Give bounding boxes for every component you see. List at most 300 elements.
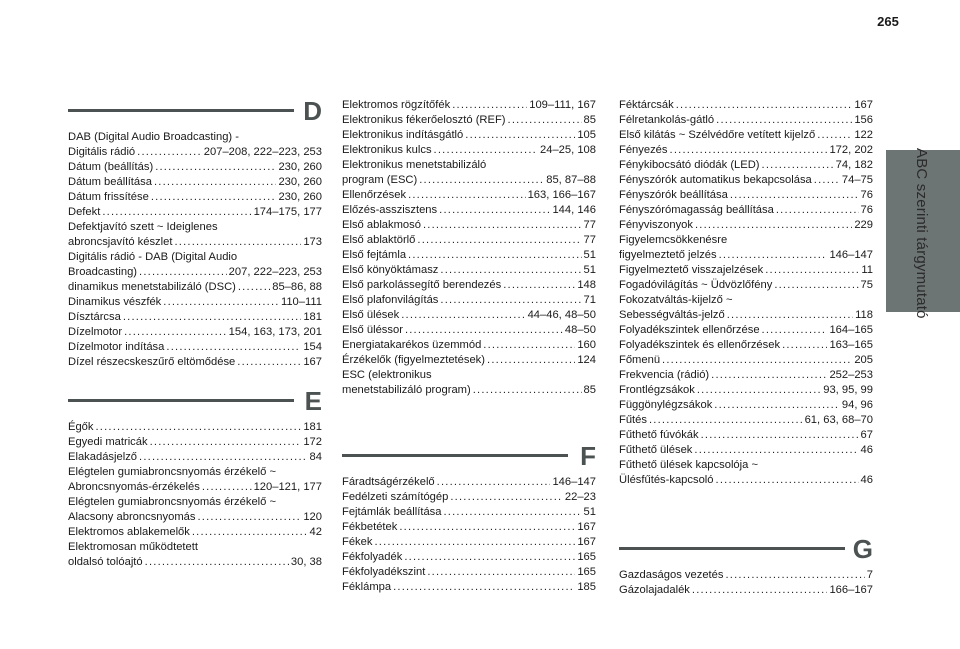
index-entry-pages: 144, 146 (552, 204, 596, 216)
index-entry-term: dinamikus menetstabilizáló (DSC) (68, 281, 236, 293)
index-entry (619, 173, 873, 188)
index-entry (68, 310, 322, 325)
index-entry-term: Elektromos ablakemelők (68, 526, 190, 538)
index-entry-pages: 146–147 (829, 249, 873, 261)
index-entry (619, 113, 873, 128)
dot-leader (202, 480, 252, 495)
index-entry-pages: 118 (855, 309, 873, 321)
dot-leader (694, 443, 858, 458)
index-entry-pages: 163–165 (829, 339, 873, 351)
index-entry (342, 293, 596, 308)
dot-leader (487, 353, 575, 368)
index-entry (342, 188, 596, 203)
index-entry-term: Elektromosan működtetett (68, 541, 198, 553)
index-entry-pages: 24–25, 108 (540, 144, 596, 156)
index-entry-pages: 51 (583, 249, 596, 261)
index-entry-term: Fékbetétek (342, 521, 398, 533)
index-entry (619, 233, 873, 248)
dot-leader (437, 475, 551, 490)
index-entry-list (68, 420, 322, 570)
index-entry-pages: 165 (577, 551, 596, 563)
dot-leader (776, 203, 859, 218)
index-entry (619, 368, 873, 383)
dot-leader (719, 248, 828, 263)
index-entry (619, 308, 873, 323)
dot-leader (725, 568, 864, 583)
index-entry-term: Digitális rádió (68, 146, 136, 158)
index-entry (68, 465, 322, 480)
dot-leader (123, 310, 301, 325)
index-entry (342, 113, 596, 128)
index-entry (342, 368, 596, 383)
index-entry (342, 520, 596, 535)
index-entry-pages: 154 (303, 341, 322, 353)
index-entry-pages: 163, 166–167 (527, 189, 596, 201)
index-entry-term: Broadcasting) (68, 266, 138, 278)
index-entry-term: oldalsó tolóajtó (68, 556, 143, 568)
index-entry-term: Frontlégzsákok (619, 384, 695, 396)
index-entry-term: menetstabilizáló program) (342, 384, 471, 396)
dot-leader (676, 98, 853, 113)
dot-leader (155, 160, 276, 175)
index-entry-term: figyelmeztető jelzés (619, 249, 717, 261)
index-entry (342, 173, 596, 188)
index-entry-term: Előzés-asszisztens (342, 204, 438, 216)
index-entry-pages: 172, 202 (829, 144, 873, 156)
index-entry-term: Első ülések (342, 309, 400, 321)
index-entry-pages: 181 (303, 311, 322, 323)
dot-leader (440, 293, 581, 308)
index-entry-term: Figyelmeztető visszajelzések (619, 264, 764, 276)
index-entry-term: Fáradtságérzékelő (342, 476, 435, 488)
dot-leader (374, 535, 575, 550)
index-entry (68, 510, 322, 525)
index-entry-list (619, 568, 873, 598)
index-entry (619, 263, 873, 278)
index-entry-term: Fényviszonyok (619, 219, 693, 231)
index-entry-term: Dinamikus vészfék (68, 296, 162, 308)
index-entry-pages: 173 (303, 236, 322, 248)
dot-leader (727, 308, 853, 323)
index-entry (619, 443, 873, 458)
index-entry-term: Első fejtámla (342, 249, 407, 261)
index-entry-pages: 124 (577, 354, 596, 366)
index-entry (68, 525, 322, 540)
section-header-f (342, 441, 596, 475)
dot-leader (782, 338, 827, 353)
dot-leader (174, 235, 301, 250)
index-entry (619, 583, 873, 598)
index-entry-term: Elektronikus indításgátló (342, 129, 464, 141)
index-entry-term: Fejtámlák beállítása (342, 506, 442, 518)
section-header-e (68, 386, 322, 420)
dot-leader (139, 265, 227, 280)
index-entry-pages: 146–147 (552, 476, 596, 488)
index-entry-term: Fékfolyadékszint (342, 566, 426, 578)
section-rule (68, 109, 294, 112)
dot-leader (649, 413, 803, 428)
dot-leader (503, 278, 575, 293)
index-entry-term: Érzékelők (figyelmeztetések) (342, 354, 486, 366)
index-entry (68, 555, 322, 570)
index-entry-pages: 77 (583, 234, 596, 246)
index-entry-pages: 167 (303, 356, 322, 368)
index-entry (68, 295, 322, 310)
dot-leader (151, 190, 277, 205)
index-entry (68, 145, 322, 160)
index-entry-term: Fokozatváltás-kijelző ~ (619, 294, 733, 306)
index-entry-pages: 154, 163, 173, 201 (228, 326, 322, 338)
index-entry-pages: 51 (583, 506, 596, 518)
index-entry (68, 130, 322, 145)
index-entry-list (619, 98, 873, 488)
index-entry-pages: 172 (303, 436, 322, 448)
index-entry (342, 475, 596, 490)
index-entry (342, 233, 596, 248)
dot-leader (96, 420, 302, 435)
dot-leader (670, 143, 828, 158)
index-entry-pages: 122 (854, 129, 873, 141)
dot-leader (102, 205, 251, 220)
index-entry-term: Első könyöktámasz (342, 264, 439, 276)
index-entry-term: Első ablakmosó (342, 219, 421, 231)
index-entry (619, 413, 873, 428)
index-entry-pages: 75 (860, 279, 873, 291)
dot-leader (465, 128, 575, 143)
index-entry-term: Fedélzeti számítógép (342, 491, 449, 503)
index-entry (342, 248, 596, 263)
index-entry (619, 398, 873, 413)
index-entry (68, 355, 322, 370)
index-entry-pages: 230, 260 (278, 176, 322, 188)
index-entry-pages: 167 (577, 536, 596, 548)
index-entry-pages: 167 (577, 521, 596, 533)
index-entry-pages: 160 (577, 339, 596, 351)
index-entry (342, 338, 596, 353)
dot-leader (192, 525, 308, 540)
index-entry (68, 280, 322, 295)
index-entry (619, 568, 873, 583)
dot-leader (139, 450, 308, 465)
index-entry (68, 540, 322, 555)
index-entry (68, 435, 322, 450)
index-entry-term: Elektromos rögzítőfék (342, 99, 451, 111)
dot-leader (417, 233, 581, 248)
dot-leader (695, 218, 852, 233)
index-entry-pages: 230, 260 (278, 161, 322, 173)
dot-leader (137, 145, 202, 160)
index-entry (619, 248, 873, 263)
index-entry-pages: 46 (860, 474, 873, 486)
index-entry-pages: 120 (303, 511, 322, 523)
dot-leader (423, 218, 582, 233)
dot-leader (399, 520, 575, 535)
dot-leader (440, 263, 581, 278)
dot-leader (701, 428, 859, 443)
index-entry (619, 428, 873, 443)
index-entry-term: Folyadékszintek ellenőrzése (619, 324, 760, 336)
index-entry-pages: 42 (309, 526, 322, 538)
dot-leader (237, 355, 301, 370)
index-entry (619, 353, 873, 368)
section-letter: E (304, 386, 322, 416)
index-entry-pages: 166–167 (829, 584, 873, 596)
section-letter: F (580, 441, 596, 471)
index-entry-pages: 94, 96 (841, 399, 873, 411)
dot-leader (145, 555, 289, 570)
dot-leader (473, 383, 582, 398)
side-tab-label: ABC szerinti tárgymutató (913, 147, 930, 319)
index-entry-pages: 22–23 (564, 491, 596, 503)
dot-leader (762, 323, 828, 338)
index-entry-term: Fékfolyadék (342, 551, 403, 563)
index-entry-pages: 11 (861, 264, 873, 276)
index-entry-pages: 165 (577, 566, 596, 578)
index-entry-term: Első ablaktörlő (342, 234, 416, 246)
index-entry (342, 203, 596, 218)
dot-leader (197, 510, 301, 525)
dot-leader (774, 278, 858, 293)
index-entry-term: Figyelemcsökkenésre (619, 234, 728, 246)
dot-leader (817, 128, 852, 143)
index-entry-term: Elégtelen gumiabroncsnyomás érzékelő ~ (68, 496, 277, 508)
index-entry-term: Függönylégzsákok (619, 399, 713, 411)
index-entry-pages: 7 (866, 569, 873, 581)
index-entry-term: Fényszórómagasság beállítása (619, 204, 774, 216)
index-entry (68, 450, 322, 465)
index-entry (619, 158, 873, 173)
dot-leader (483, 338, 575, 353)
index-entry-list (342, 98, 596, 398)
index-entry (619, 218, 873, 233)
index-entry (342, 158, 596, 173)
index-entry-term: Dátum (beállítás) (68, 161, 154, 173)
index-entry-term: Dátum beállítása (68, 176, 152, 188)
dot-leader (408, 188, 526, 203)
index-entry-term: Elektronikus kulcs (342, 144, 432, 156)
index-entry-pages: 252–253 (829, 369, 873, 381)
index-entry-pages: 85 (583, 114, 596, 126)
index-entry-term: Dízelmotor indítása (68, 341, 165, 353)
index-entry (68, 250, 322, 265)
index-entry (619, 293, 873, 308)
index-entry-term: Féktárcsák (619, 99, 674, 111)
index-entry (342, 383, 596, 398)
index-entry-term: Abroncsnyomás-érzékelés (68, 481, 200, 493)
section-rule (68, 399, 294, 402)
dot-leader (419, 173, 544, 188)
dot-leader (697, 383, 821, 398)
dot-leader (404, 550, 575, 565)
index-entry-term: Első parkolássegítő berendezés (342, 279, 502, 291)
section-header-g (619, 534, 873, 568)
dot-leader (166, 340, 301, 355)
index-entry-pages: 74–75 (841, 174, 873, 186)
index-entry (342, 535, 596, 550)
index-entry-term: Első üléssor (342, 324, 403, 336)
index-entry-term: Dízelmotor (68, 326, 123, 338)
dot-leader (150, 435, 302, 450)
index-entry (68, 220, 322, 235)
index-entry-pages: 105 (577, 129, 596, 141)
dot-leader (154, 175, 276, 190)
index-entry-term: Főmenü (619, 354, 661, 366)
index-entry-term: Fűtés (619, 414, 647, 426)
dot-leader (444, 505, 582, 520)
index-entry-term: Elektronikus menetstabilizáló (342, 159, 487, 171)
dot-leader (238, 280, 270, 295)
index-entry (342, 550, 596, 565)
index-entry (342, 278, 596, 293)
index-entry-term: Fénykibocsátó diódák (LED) (619, 159, 760, 171)
index-entry (68, 420, 322, 435)
index-entry (68, 340, 322, 355)
index-entry (68, 325, 322, 340)
index-entry (68, 495, 322, 510)
index-entry (68, 265, 322, 280)
index-entry-term: Fényszórók beállítása (619, 189, 728, 201)
index-entry (342, 323, 596, 338)
index-entry (619, 143, 873, 158)
index-entry-pages: 77 (583, 219, 596, 231)
index-entry-pages: 51 (583, 264, 596, 276)
index-entry-term: Égők (68, 421, 94, 433)
index-entry (342, 98, 596, 113)
index-entry (342, 263, 596, 278)
dot-leader (714, 398, 840, 413)
index-entry (619, 188, 873, 203)
dot-leader (450, 490, 563, 505)
index-entry-pages: 44–46, 48–50 (527, 309, 596, 321)
index-entry-term: Gázolajadalék (619, 584, 690, 596)
index-entry-term: Sebességváltás-jelző (619, 309, 725, 321)
index-entry (68, 160, 322, 175)
index-entry-term: Defekt (68, 206, 101, 218)
index-entry-term: Alacsony abroncsnyomás (68, 511, 196, 523)
dot-leader (439, 203, 550, 218)
index-entry-term: Elakadásjelző (68, 451, 138, 463)
index-entry-pages: 67 (860, 429, 873, 441)
index-entry (68, 190, 322, 205)
index-entry-term: Defektjavító szett ~ Ideiglenes (68, 221, 218, 233)
index-entry-term: Első plafonvilágítás (342, 294, 439, 306)
dot-leader (124, 325, 227, 340)
index-entry-term: Fűthető fúvókák (619, 429, 699, 441)
dot-leader (716, 113, 852, 128)
index-entry-term: Fényezés (619, 144, 668, 156)
index-entry-pages: 76 (860, 189, 873, 201)
index-entry (619, 338, 873, 353)
index-entry-term: DAB (Digital Audio Broadcasting) - (68, 131, 239, 143)
index-entry (619, 458, 873, 473)
section-header-d (68, 96, 322, 130)
index-entry (68, 175, 322, 190)
index-entry-pages: 230, 260 (278, 191, 322, 203)
index-entry-pages: 164–165 (829, 324, 873, 336)
index-entry (342, 308, 596, 323)
dot-leader (163, 295, 279, 310)
page-number: 265 (877, 14, 899, 29)
index-entry-pages: 156 (854, 114, 873, 126)
index-entry-term: Digitális rádió - DAB (Digital Audio (68, 251, 238, 263)
index-entry-term: abroncsjavító készlet (68, 236, 173, 248)
index-entry-term: Fékek (342, 536, 373, 548)
dot-leader (405, 323, 563, 338)
index-entry (68, 235, 322, 250)
index-entry (342, 353, 596, 368)
index-entry-term: Egyedi matricák (68, 436, 148, 448)
index-entry (619, 203, 873, 218)
index-entry-term: Gazdaságos vezetés (619, 569, 724, 581)
index-entry-term: Energiatakarékos üzemmód (342, 339, 482, 351)
dot-leader (408, 248, 582, 263)
dot-leader (716, 473, 859, 488)
index-entry-pages: 205 (854, 354, 873, 366)
index-entry (619, 98, 873, 113)
index-entry-pages: 61, 63, 68–70 (804, 414, 873, 426)
index-entry-list (68, 130, 322, 370)
index-entry (342, 565, 596, 580)
index-entry-list (342, 475, 596, 595)
index-entry-pages: 71 (583, 294, 596, 306)
index-entry-pages: 85 (583, 384, 596, 396)
index-entry-pages: 74, 182 (835, 159, 873, 171)
index-entry-pages: 148 (577, 279, 596, 291)
index-entry-term: Első kilátás ~ Szélvédőre vetített kijelző (619, 129, 816, 141)
index-entry-term: Fogadóvilágítás ~ Üdvözlőfény (619, 279, 773, 291)
index-entry (619, 383, 873, 398)
index-entry (619, 323, 873, 338)
index-entry (68, 480, 322, 495)
index-entry-pages: 207–208, 222–223, 253 (203, 146, 322, 158)
dot-leader (393, 580, 575, 595)
index-entry-pages: 120–121, 177 (253, 481, 322, 493)
index-entry-term: Fűthető ülések (619, 444, 693, 456)
section-rule (342, 454, 568, 457)
index-entry (342, 128, 596, 143)
index-entry-pages: 185 (577, 581, 596, 593)
index-entry-pages: 181 (303, 421, 322, 433)
section-letter: D (303, 96, 322, 126)
index-entry-pages: 174–175, 177 (253, 206, 322, 218)
dot-leader (401, 308, 525, 323)
section-letter: G (852, 534, 873, 564)
section-rule (619, 547, 845, 550)
index-entry-pages: 229 (854, 219, 873, 231)
dot-leader (508, 113, 582, 128)
index-entry (342, 580, 596, 595)
index-entry-pages: 48–50 (564, 324, 596, 336)
index-entry-term: Félretankolás-gátló (619, 114, 715, 126)
index-entry-pages: 85–86, 88 (272, 281, 322, 293)
dot-leader (662, 353, 852, 368)
index-entry (342, 490, 596, 505)
index-entry (342, 218, 596, 233)
dot-leader (711, 368, 827, 383)
dot-leader (692, 583, 828, 598)
dot-leader (814, 173, 840, 188)
index-entry-pages: 207, 222–223, 253 (228, 266, 322, 278)
dot-leader (434, 143, 538, 158)
index-entry-term: Dízel részecskeszűrő eltömődése (68, 356, 236, 368)
index-entry (619, 128, 873, 143)
index-entry-term: Dátum frissítése (68, 191, 149, 203)
index-entry-pages: 109–111, 167 (529, 99, 596, 111)
index-entry-term: Ülésfűtés-kapcsoló (619, 474, 714, 486)
index-entry-term: Elektronikus fékerőelosztó (REF) (342, 114, 506, 126)
index-entry-term: Dísztárcsa (68, 311, 121, 323)
index-entry (342, 505, 596, 520)
